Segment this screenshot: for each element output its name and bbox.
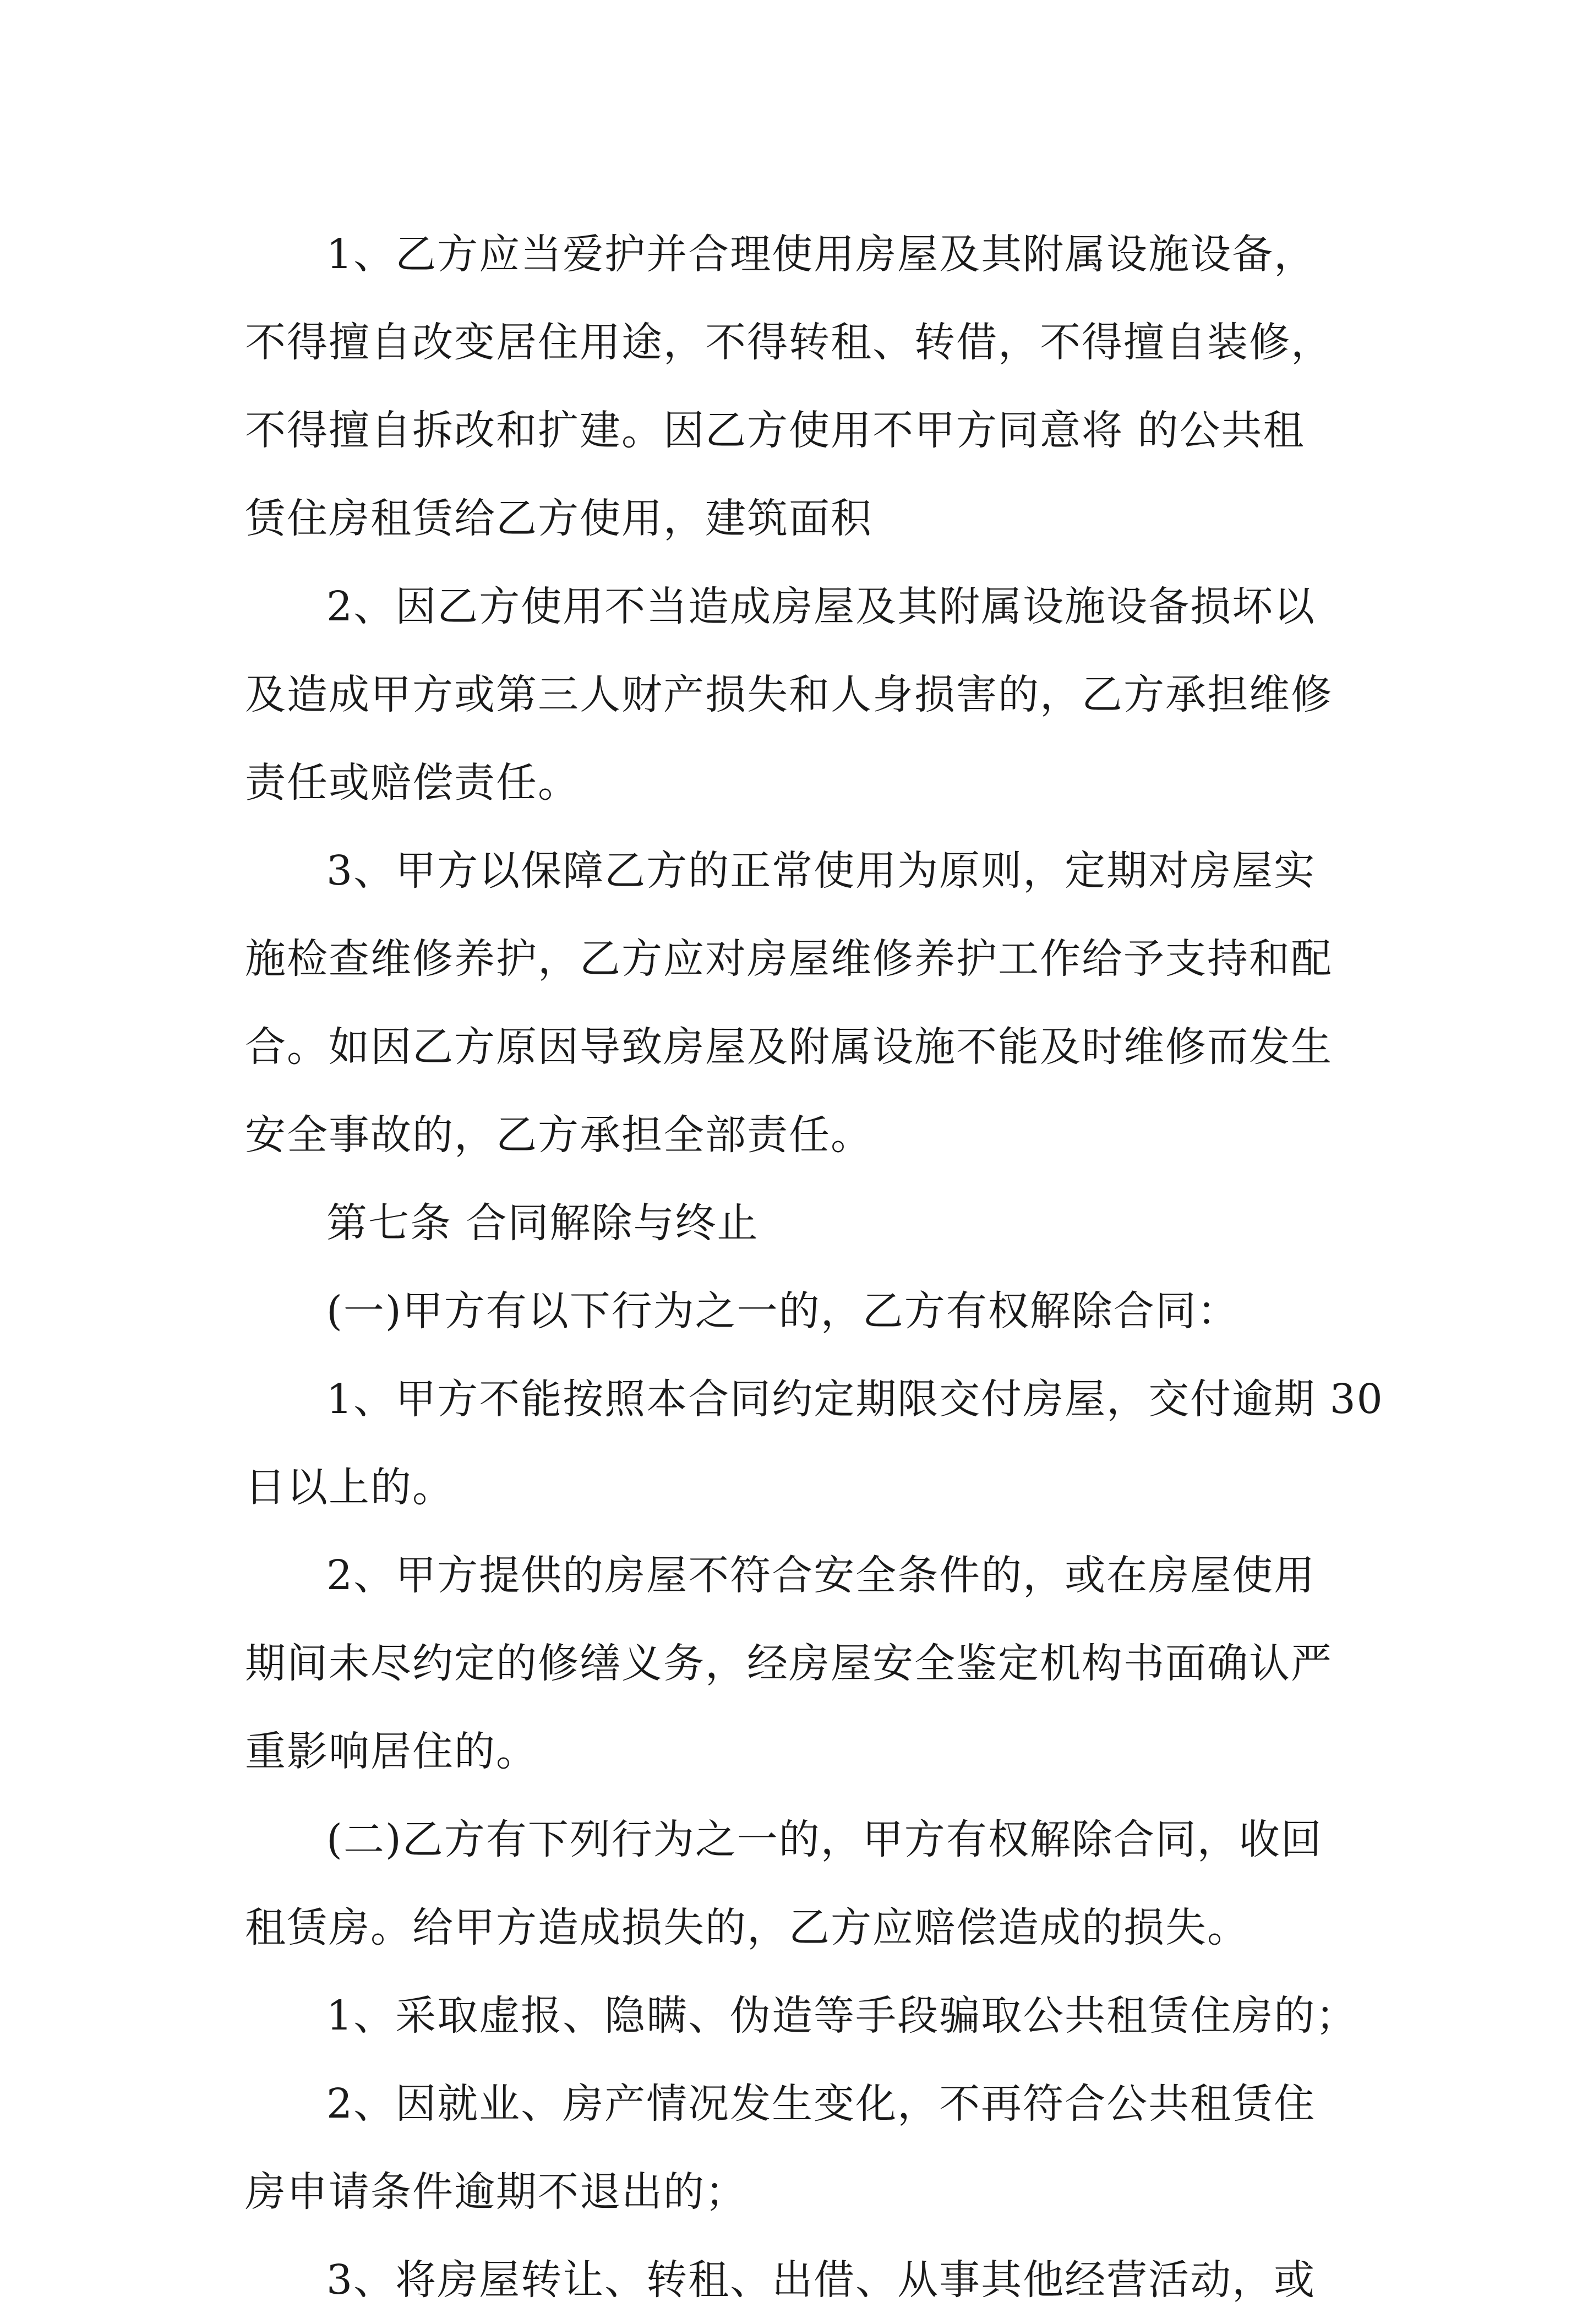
text-line: (二)乙方有下列行为之一的，甲方有权解除合同，收回	[326, 1816, 1323, 1863]
text-line: 赁住房租赁给乙方使用，建筑面积	[245, 495, 872, 542]
text-line: 责任或赔偿责任。	[245, 759, 580, 806]
document-body	[245, 210, 1384, 2324]
text-line: (一)甲方有以下行为之一的，乙方有权解除合同：	[326, 1288, 1239, 1335]
text-line: 1、甲方不能按照本合同约定期限交付房屋，交付逾期 30	[326, 1376, 1384, 1423]
text-line: 1、乙方应当爱护并合理使用房屋及其附属设施设备，	[326, 231, 1316, 278]
text-line: 租赁房。给甲方造成损失的，乙方应赔偿造成的损失。	[245, 1904, 1249, 1951]
section-heading: 第七条 合同解除与终止	[326, 1199, 759, 1247]
text-line: 2、因乙方使用不当造成房屋及其附属设施设备损坏以	[326, 583, 1316, 630]
text-line: 及造成甲方或第三人财产损失和人身损害的，乙方承担维修	[245, 671, 1333, 718]
text-line: 不得擅自改变居住用途，不得转租、转借，不得擅自装修，	[245, 319, 1333, 366]
text-line: 2、甲方提供的房屋不符合安全条件的，或在房屋使用	[326, 1552, 1316, 1599]
text-line: 合。如因乙方原因导致房屋及附属设施不能及时维修而发生	[245, 1023, 1333, 1071]
text-line: 日以上的。	[245, 1464, 454, 1511]
text-line: 3、甲方以保障乙方的正常使用为原则，定期对房屋实	[326, 847, 1316, 894]
text-line: 不得擅自拆改和扩建。因乙方使用不甲方同意将 的公共租	[245, 407, 1305, 454]
text-line: 3、将房屋转让、转租、出借、从事其他经营活动，或	[326, 2256, 1316, 2304]
text-line: 2、因就业、房产情况发生变化，不再符合公共租赁住	[326, 2080, 1316, 2127]
text-line: 期间未尽约定的修缮义务，经房屋安全鉴定机构书面确认严	[245, 1640, 1333, 1687]
text-line: 1、采取虚报、隐瞒、伪造等手段骗取公共租赁住房的；	[326, 1992, 1358, 2039]
text-line: 房申请条件逾期不退出的；	[245, 2168, 747, 2216]
text-line: 施检查维修养护，乙方应对房屋维修养护工作给予支持和配	[245, 935, 1333, 983]
text-line: 安全事故的，乙方承担全部责任。	[245, 1111, 872, 1159]
text-line: 重影响居住的。	[245, 1728, 538, 1775]
